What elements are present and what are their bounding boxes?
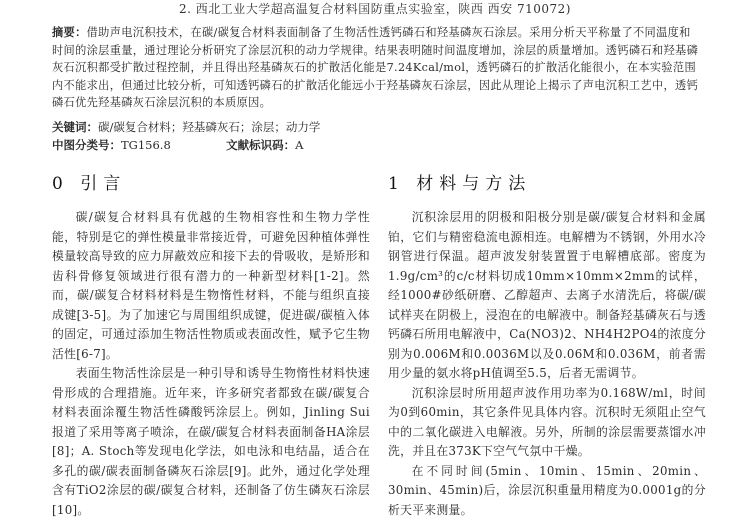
abstract-label: 摘要：: [52, 26, 87, 39]
doc-code-value: A: [295, 138, 303, 152]
section-title-methods: [388, 170, 706, 198]
abstract: [52, 24, 702, 112]
left-column: [52, 170, 370, 520]
affiliation: 2. 西北工业大学超高温复合材料国防重点实验室，陕西 西安 710072): [0, 0, 750, 17]
paragraph: 碳/碳复合材料具有优越的生物相容性和生物力学性能，特别是它的弹性模量非常接近骨，可避免因种植体弹性模量较高导致的应力屏蔽效应和接下去的骨吸收，是矫形和齿科骨修复领域进行很有潜力的一种新型材料[1-2]。然而，碳/碳复合材料材料是生物惰性材料，不能与组织直接成键[3-5]。为了加速它与周围组织成键，促进碳/碳植入体的固定，可通过添加生物活性物质或表面改性，赋予它生物活性[6-7]。: [52, 208, 370, 364]
doc-code-label: 文献标识码：: [226, 138, 295, 152]
keywords-text: 碳/碳复合材料；羟基磷灰石；涂层；动力学: [98, 120, 320, 134]
keywords-label: 关键词：: [52, 120, 98, 134]
classification-line: [52, 137, 303, 153]
right-column: [388, 170, 706, 520]
section-number: 1: [388, 174, 405, 194]
section-number: 0: [52, 174, 69, 194]
clc-value: TG156.8: [121, 138, 171, 152]
section-title-intro: [52, 170, 370, 198]
paragraph: 表面生物活性涂层是一种引导和诱导生物惰性材料快速骨形成的合理措施。近年来，许多研究者都致在碳/碳复合材料表面涂覆生物活性磷酸钙涂层上。例如，Jinling Sui报道了采用等离子喷涂，在碳/碳复合材料表面制备HA涂层[8]；A. Stoch等发现电化学法，如电泳和电结晶，适合在多孔的碳/碳表面制备磷灰石涂层[9]。此外，通过化学处理含有TiO2涂层的碳/碳复合材料，还制备了仿生磷灰石涂层[10]。: [52, 364, 370, 520]
abstract-text: 借助声电沉积技术，在碳/碳复合材料表面制备了生物活性透钙磷石和羟基磷灰石涂层。采用分析天平称量了不同温度和时间的涂层重量，通过理论分析研究了涂层沉积的动力学规律。结果表明随时间温度增加，涂层的质量增加。透钙磷石和羟基磷灰石沉积都受扩散过程控制，并且得出羟基磷灰石的扩散活化能是7.24Kcal/mol，透钙磷石的扩散活化能很小，在本实验范围内不能求出，但通过比较分析，可知透钙磷石的扩散活化能远小于羟基磷灰石涂层，因此从理论上揭示了声电沉积工艺中，透钙磷石优先羟基磷灰石涂层沉积的本质原因。: [52, 26, 698, 109]
section-heading: 引言: [80, 174, 126, 194]
section-heading: 材料与方法: [416, 174, 531, 194]
paragraph: 沉积涂层用的阴极和阳极分别是碳/碳复合材料和金属铂，它们与精密稳流电源相连。电解槽为不锈钢，外用水冷钢管进行保温。超声波发射装置置于电解槽底部。密度为1.9g/cm³的c/c材料切成10mm×10mm×2mm的试样，经1000#砂纸研磨、乙醇超声、去离子水清洗后，将碳/碳试样夹在阴极上，浸泡在的电解液中。制备羟基磷灰石与透钙磷石所用电解液中，Ca(NO3)2、NH4H2PO4的浓度分别为0.006M和0.0036M以及0.06M和0.036M，前者需用少量的氨水将pH值调至5.5，后者无需调节。: [388, 208, 706, 384]
clc-label: 中图分类号：: [52, 138, 121, 152]
keywords-line: [52, 119, 320, 135]
paragraph: 沉积涂层时所用超声波作用功率为0.168W/ml，时间为0到60min，其它条件见具体内容。沉积时无须阻止空气中的二氧化碳进入电解液。另外，所制的涂层需要蒸馏水冲洗，并且在373K下空气气氛中干燥。: [388, 384, 706, 462]
paragraph: 在不同时间(5min、10min、15min、20min、30min、45min)后，涂层沉积重量用精度为0.0001g的分析天平来测量。: [388, 462, 706, 520]
